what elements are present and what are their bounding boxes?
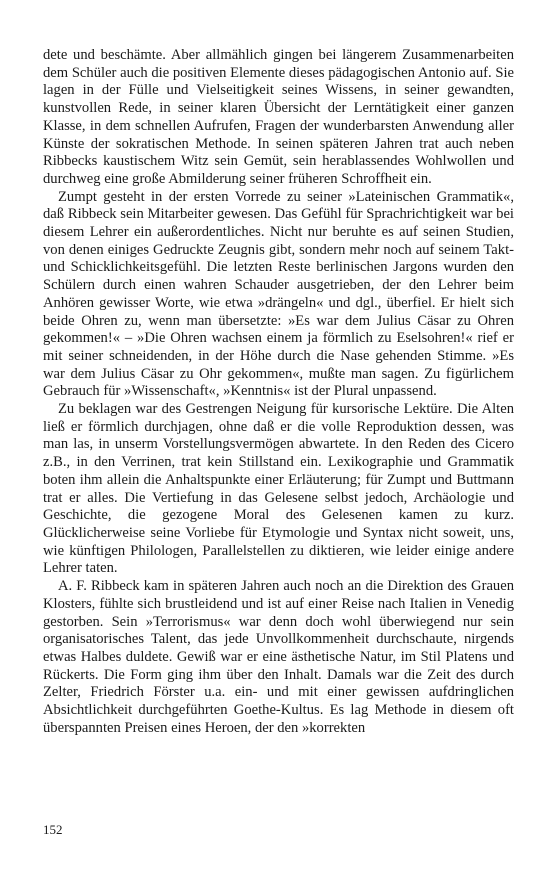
paragraph-lektuere: Zu beklagen war des Gestrengen Neigung für kursorische Lektüre. Die Alten ließ er förmlich durchjagen, ohne daß er die volle Reproduktion dessen, was man las, in unserm Vorstellungsvermögen abwartete. In den Reden des Cicero z.B., in den Verrinen, trat kein Stillstand ein. Lexikographie und Grammatik boten ihm allein die Anhaltspunkte einer Erläuterung; für Zumpt und Buttmann trat er alles. Die Vertiefung in das Gelesene selbst jedoch, Archäologie und Geschichte, die gezogene Moral des Gelesenen kamen zu kurz. Glücklicherweise seine Vorliebe für Etymologie und Syntax nicht soweit, uns, wie künftigen Philologen, Parallelstellen zu diktieren, wie leider einige andere Lehrer taten. <box>43 401 514 577</box>
book-page-body <box>43 47 514 737</box>
paragraph-continuation: dete und beschämte. Aber allmählich gingen bei längerem Zusammenarbeiten dem Schüler auch die positiven Elemente dieses pädagogischen Antonio auf. Sie lagen in der Fülle und Vielseitigkeit seines Wissens, in seiner gewandten, kunstvollen Rede, in seiner klaren Übersicht der Lerntätigkeit einer ganzen Klasse, in dem schnellen Aufrufen, Fragen der wunderbarsten Anwendung aller Künste der sokratischen Methode. In seinen späteren Jahren trat auch neben Ribbecks kaustischem Witz sein Gemüt, sein herablassendes Wohlwollen und durchweg eine große Abmilderung seiner früheren Schroffheit ein. <box>43 47 514 187</box>
paragraph-ribbeck: A. F. Ribbeck kam in späteren Jahren auch noch an die Direktion des Grauen Klosters, fühlte sich brustleidend und ist auf einer Reise nach Italien in Venedig gestorben. Sein »Terrorismus« war denn doch wohl überwiegend nur sein organisatorisches Talent, das jede Unvollkommenheit durchschaute, nirgends etwas Halbes duldete. Gewiß war er eine ästhetische Natur, im Stil Platens und Rückerts. Die Form ging ihm über den Inhalt. Damals war die Zeit des durch Zelter, Friedrich Förster u.a. ein- und mit einer gewissen aufdringlichen Absichtlichkeit durchgeführten Goethe-Kultus. Es lag Methode in diesem oft überspannten Preisen eines Heroen, der den »korrekten <box>43 578 514 736</box>
page-number: 152 <box>43 822 63 837</box>
paragraph-zumpt: Zumpt gesteht in der ersten Vorrede zu seiner »Lateinischen Grammatik«, daß Ribbeck sein Mitarbeiter gewesen. Das Gefühl für Sprachrichtigkeit war bei diesem Lehrer ein außerordentliches. Nicht nur beruhte es auf seinen Studien, von denen einiges Gedruckte Zeugnis gibt, sondern mehr noch auf seinem Takt-und Schicklichkeitsgefühl. Die letzten Reste berlinischen Jargons wurden den Schülern durch einen wahren Schauder ausgetrieben, der den Lehrer beim Anhören gewisser Worte, wie etwa »drängeln« und dgl., überfiel. Er hielt sich beide Ohren zu, wenn man übersetzte: »Es war dem Julius Cäsar zu Ohren gekommen!« – »Die Ohren wachsen einem ja förmlich zu Eselsohren!« rief er mit seiner schneidenden, in der Höhe durch die Nase gehenden Stimme. »Es war dem Julius Cäsar zu Ohr gekommen«, mußte man sagen. Zu figürlichem Gebrauch für »Wissenschaft«, »Kenntnis« ist der Plural unpassend. <box>43 188 514 400</box>
